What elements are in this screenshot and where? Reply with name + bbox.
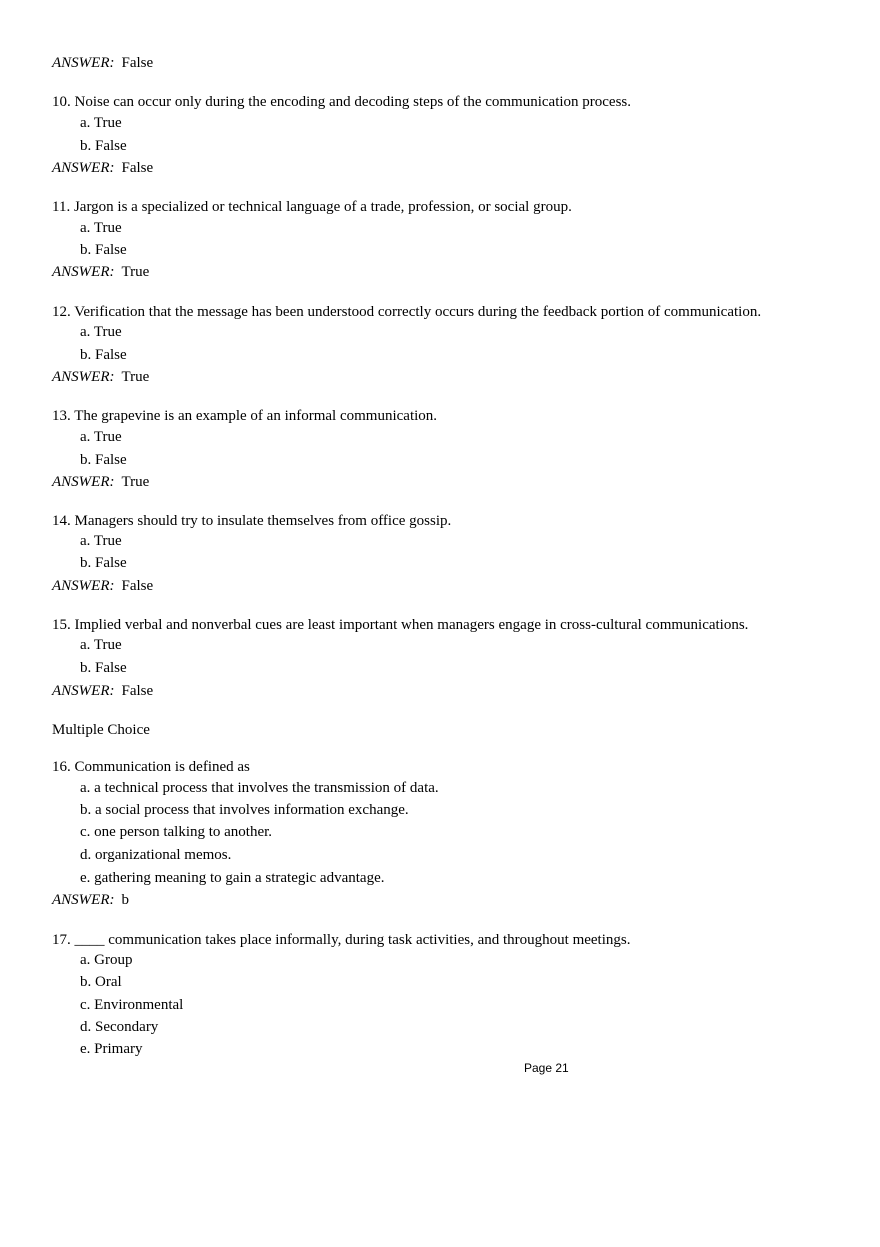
option-item: b. a social process that involves information exchange. — [80, 802, 409, 818]
answer-line — [52, 54, 153, 72]
answer-label: ANSWER: — [52, 55, 115, 71]
option-item: c. one person talking to another. — [80, 824, 273, 840]
option-item: a. True — [80, 324, 122, 340]
answer-line: ANSWER: True — [52, 369, 150, 385]
answer-line: ANSWER: False — [52, 683, 154, 699]
question-text: 12. Verification that the message has been understood correctly occurs during the feedback portion of communication. — [52, 304, 762, 320]
option-item: a. True — [80, 220, 122, 236]
option-item: a. True — [80, 533, 122, 549]
option-item: b. Oral — [80, 974, 122, 990]
option-item: a. a technical process that involves the transmission of data. — [80, 780, 439, 796]
option-item: d. Secondary — [80, 1019, 159, 1035]
option-item: d. organizational memos. — [80, 847, 232, 863]
option-item: a. True — [80, 637, 122, 653]
option-item: b. False — [80, 660, 127, 676]
answer-line: ANSWER: b — [52, 892, 129, 908]
answer-line: ANSWER: False — [52, 160, 154, 176]
page-number: Page 21 — [524, 1061, 569, 1075]
answer-line: ANSWER: True — [52, 264, 150, 280]
option-item: b. False — [80, 555, 127, 571]
question-text: 15. Implied verbal and nonverbal cues are least important when managers engage in cross-cultural communications. — [52, 617, 749, 633]
answer-value: False — [121, 55, 154, 71]
option-item: e. gathering meaning to gain a strategic advantage. — [80, 870, 385, 886]
option-item: a. True — [80, 429, 122, 445]
option-item: e. Primary — [80, 1041, 143, 1057]
section-heading: Multiple Choice — [52, 722, 150, 738]
question-text: 14. Managers should try to insulate themselves from office gossip. — [52, 513, 452, 529]
option-item: b. False — [80, 347, 127, 363]
question-text: 13. The grapevine is an example of an informal communication. — [52, 408, 438, 424]
answer-line: ANSWER: False — [52, 578, 154, 594]
question-text: 16. Communication is defined as — [52, 759, 250, 775]
option-item: b. False — [80, 452, 127, 468]
question-text: 17. ____ communication takes place informally, during task activities, and throughout meetings. — [52, 932, 631, 948]
option-item: a. True — [80, 115, 122, 131]
question-text: 10. Noise can occur only during the encoding and decoding steps of the communication process. — [52, 94, 632, 110]
option-item: a. Group — [80, 952, 133, 968]
option-item: b. False — [80, 242, 127, 258]
answer-line: ANSWER: True — [52, 474, 150, 490]
option-item: c. Environmental — [80, 997, 184, 1013]
option-item: b. False — [80, 138, 127, 154]
question-text: 11. Jargon is a specialized or technical language of a trade, profession, or social group. — [52, 199, 572, 215]
